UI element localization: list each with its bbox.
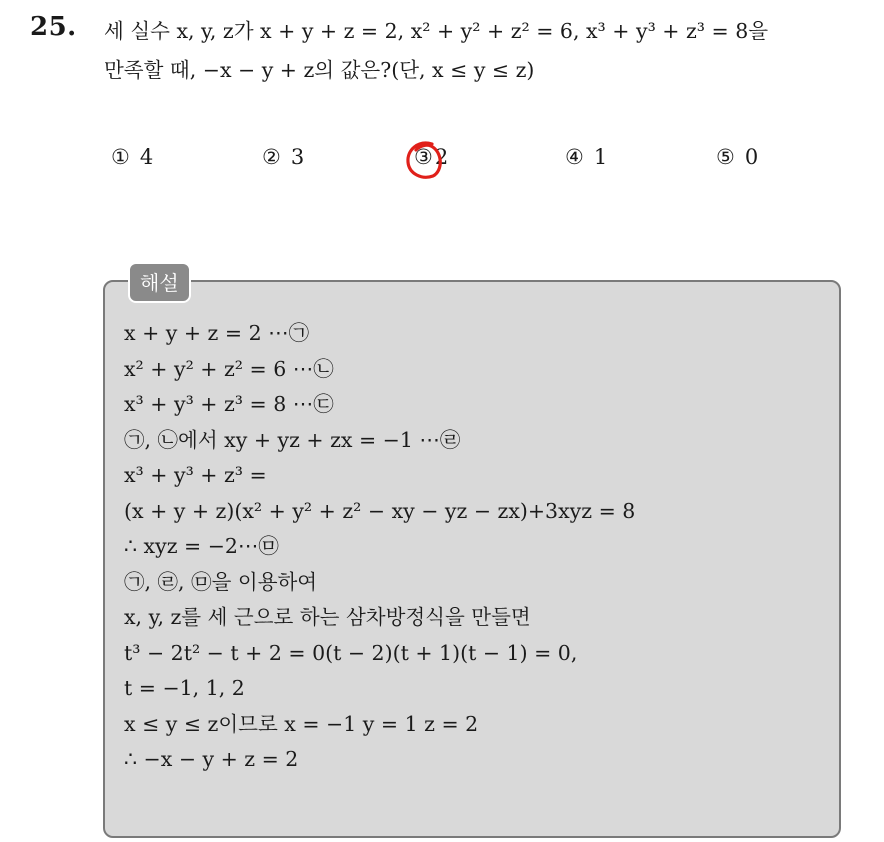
solution-line: ㉠, ㉣, ㉤을 이용하여 bbox=[124, 569, 318, 594]
solution-line: (x + y + z)(x² + y² + z² − xy − yz − zx)+3xyz = 8 bbox=[124, 498, 636, 523]
solution-label: 해설 bbox=[128, 262, 191, 303]
solution-line: t³ − 2t² − t + 2 = 0(t − 2)(t + 1)(t − 1) = 0, bbox=[124, 640, 578, 665]
solution-line: ㉠, ㉡에서 xy + yz + zx = −1 ⋯㉣ bbox=[124, 427, 461, 452]
answer-circle-mark bbox=[404, 138, 444, 182]
question-text-line-2: 만족할 때, −x − y + z의 값은?(단, x ≤ y ≤ z) bbox=[104, 58, 535, 82]
choice-2[interactable] bbox=[262, 145, 304, 169]
choice-4[interactable] bbox=[565, 145, 607, 169]
choice-1-mark: ① bbox=[111, 145, 130, 169]
question-number: 25. bbox=[30, 12, 77, 42]
choice-5[interactable] bbox=[716, 145, 758, 169]
choice-2-mark: ② bbox=[262, 145, 281, 169]
choice-5-value: 0 bbox=[744, 145, 759, 169]
choice-5-mark: ⑤ bbox=[716, 145, 735, 169]
question-text-line-1: 세 실수 x, y, z가 x + y + z = 2, x² + y² + z² = 6, x³ + y³ + z³ = 8을 bbox=[104, 19, 769, 43]
choice-3-value: 2 bbox=[434, 145, 449, 169]
choice-3-mark: ③ bbox=[414, 145, 433, 169]
solution-line: x² + y² + z² = 6 ⋯㉡ bbox=[124, 356, 334, 381]
solution-line: ∴ xyz = −2⋯㉤ bbox=[124, 534, 279, 558]
choice-2-value: 3 bbox=[290, 145, 305, 169]
choice-4-mark: ④ bbox=[565, 145, 584, 169]
choice-4-value: 1 bbox=[593, 145, 608, 169]
solution-line: x³ + y³ + z³ = 8 ⋯㉢ bbox=[124, 392, 334, 416]
choice-1[interactable] bbox=[111, 145, 153, 169]
solution-line: x, y, z를 세 근으로 하는 삼차방정식을 만들면 bbox=[124, 605, 531, 629]
solution-lines bbox=[124, 316, 635, 778]
choice-1-value: 4 bbox=[139, 145, 154, 169]
solution-line: t = −1, 1, 2 bbox=[124, 676, 245, 700]
solution-line: x³ + y³ + z³ = bbox=[124, 463, 267, 487]
solution-line: ∴ −x − y + z = 2 bbox=[124, 747, 299, 771]
solution-line: x ≤ y ≤ z이므로 x = −1 y = 1 z = 2 bbox=[124, 711, 479, 736]
solution-line: x + y + z = 2 ⋯㉠ bbox=[124, 321, 310, 345]
